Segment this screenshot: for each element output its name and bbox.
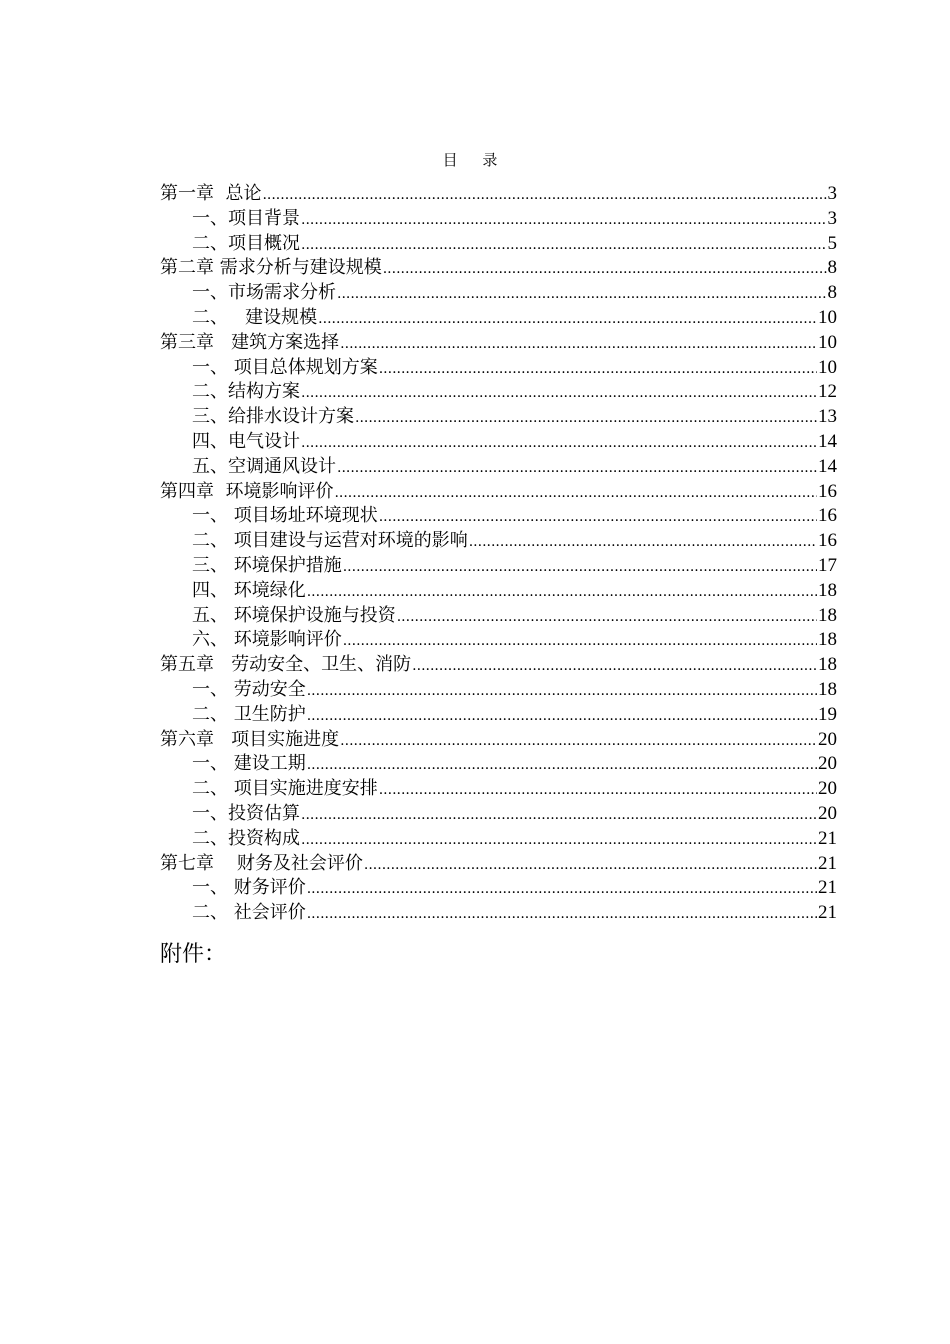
toc-section-row[interactable] bbox=[160, 802, 837, 827]
toc-dot-leader bbox=[343, 555, 817, 580]
toc-section-row[interactable] bbox=[160, 281, 837, 306]
toc-dot-leader bbox=[337, 456, 817, 481]
toc-section-row[interactable] bbox=[160, 678, 837, 703]
toc-dot-leader bbox=[343, 629, 817, 654]
toc-dot-leader bbox=[355, 406, 817, 431]
toc-entry-label: 第三章 建筑方案选择 bbox=[160, 331, 340, 353]
toc-section-row[interactable] bbox=[160, 405, 837, 430]
toc-section-row[interactable] bbox=[160, 380, 837, 405]
toc-section-row[interactable] bbox=[160, 306, 837, 331]
toc-section-row[interactable] bbox=[160, 876, 837, 901]
toc-entry-label: 二、 项目建设与运营对环境的影响 bbox=[192, 530, 468, 552]
toc-section-row[interactable] bbox=[160, 752, 837, 777]
toc-chapter-row[interactable] bbox=[160, 653, 837, 678]
toc-dot-leader bbox=[301, 208, 827, 233]
toc-entry-page-number: 3 bbox=[827, 207, 837, 229]
toc-section-row[interactable] bbox=[160, 207, 837, 232]
toc-chapter-row[interactable] bbox=[160, 182, 837, 207]
toc-entry-page-number: 10 bbox=[818, 356, 837, 378]
toc-entry-label: 一、 建设工期 bbox=[192, 753, 306, 775]
toc-section-row[interactable] bbox=[160, 529, 837, 554]
toc-dot-leader bbox=[469, 530, 817, 555]
toc-entry-label: 四、电气设计 bbox=[192, 430, 300, 452]
toc-entry-page-number: 18 bbox=[818, 629, 837, 651]
toc-section-row[interactable] bbox=[160, 504, 837, 529]
toc-section-row[interactable] bbox=[160, 901, 837, 926]
toc-entry-label: 二、 社会评价 bbox=[192, 902, 306, 924]
toc-entry-label: 一、项目背景 bbox=[192, 207, 300, 229]
toc-section-row[interactable] bbox=[160, 430, 837, 455]
toc-entry-page-number: 8 bbox=[827, 257, 837, 279]
toc-section-row[interactable] bbox=[160, 455, 837, 480]
toc-entry-label: 二、 卫生防护 bbox=[192, 703, 306, 725]
toc-entry-page-number: 21 bbox=[818, 852, 837, 874]
toc-entry-label: 二、 建设规模 bbox=[192, 306, 318, 328]
toc-entry-page-number: 20 bbox=[818, 728, 837, 750]
toc-chapter-row[interactable] bbox=[160, 728, 837, 753]
toc-dot-leader bbox=[397, 605, 817, 630]
toc-entry-page-number: 3 bbox=[827, 183, 837, 204]
toc-dot-leader bbox=[301, 828, 817, 853]
toc-entry-label: 一、 项目场址环境现状 bbox=[192, 505, 378, 527]
toc-dot-leader bbox=[301, 803, 817, 828]
toc-entry-page-number: 21 bbox=[818, 877, 837, 899]
toc-dot-leader bbox=[301, 233, 827, 258]
toc-chapter-row[interactable] bbox=[160, 331, 837, 356]
toc-entry-page-number: 18 bbox=[818, 579, 837, 601]
toc-entry-label: 一、 财务评价 bbox=[192, 877, 306, 899]
toc-dot-leader bbox=[307, 902, 817, 927]
appendix-label: 附件： bbox=[160, 942, 227, 967]
toc-entry-page-number: 20 bbox=[818, 753, 837, 775]
toc-entry-page-number: 16 bbox=[818, 480, 837, 502]
toc-entry-page-number: 20 bbox=[818, 778, 837, 800]
toc-entry-label: 四、 环境绿化 bbox=[192, 579, 306, 601]
toc-entry-page-number: 21 bbox=[818, 902, 837, 924]
toc-entry-label: 第六章 项目实施进度 bbox=[160, 728, 340, 750]
toc-entry-page-number: 14 bbox=[818, 455, 837, 477]
toc-dot-leader bbox=[307, 704, 817, 729]
toc-entry-label: 第七章 财务及社会评价 bbox=[160, 852, 363, 874]
toc-dot-leader bbox=[318, 307, 817, 332]
toc-entry-page-number: 18 bbox=[818, 654, 837, 676]
toc-entry-label: 五、空调通风设计 bbox=[192, 455, 336, 477]
toc-entry-label: 二、 项目实施进度安排 bbox=[192, 778, 378, 800]
toc-entry-label: 六、 环境影响评价 bbox=[192, 629, 342, 651]
toc-entry-page-number: 5 bbox=[827, 232, 837, 254]
toc-entry-page-number: 18 bbox=[818, 604, 837, 626]
toc-entry-label: 二、投资构成 bbox=[192, 827, 300, 849]
toc-section-row[interactable] bbox=[160, 777, 837, 802]
toc-entry-page-number: 10 bbox=[818, 306, 837, 328]
toc-dot-leader bbox=[379, 357, 817, 382]
toc-entry-page-number: 19 bbox=[818, 703, 837, 725]
toc-entry-label: 第五章 劳动安全、卫生、消防 bbox=[160, 654, 412, 676]
toc-entry-page-number: 16 bbox=[818, 530, 837, 552]
toc-entry-page-number: 16 bbox=[818, 505, 837, 527]
toc-entry-page-number: 8 bbox=[827, 282, 837, 304]
toc-dot-leader bbox=[337, 282, 827, 307]
toc-section-row[interactable] bbox=[160, 232, 837, 257]
toc-section-row[interactable] bbox=[160, 628, 837, 653]
toc-entry-label: 第二章 需求分析与建设规模 bbox=[160, 257, 382, 279]
toc-dot-leader bbox=[307, 877, 817, 902]
toc-entry-page-number: 12 bbox=[818, 381, 837, 403]
toc-dot-leader bbox=[334, 481, 817, 506]
toc-section-row[interactable] bbox=[160, 703, 837, 728]
toc-entry-label: 二、结构方案 bbox=[192, 381, 300, 403]
toc-chapter-row[interactable] bbox=[160, 852, 837, 877]
toc-entry-label: 五、 环境保护设施与投资 bbox=[192, 604, 396, 626]
toc-entry-label: 第一章 总论 bbox=[160, 183, 262, 204]
toc-entry-page-number: 20 bbox=[818, 802, 837, 824]
toc-dot-leader bbox=[307, 580, 817, 605]
toc-entry-label: 第四章 环境影响评价 bbox=[160, 480, 334, 502]
toc-section-row[interactable] bbox=[160, 554, 837, 579]
toc-entry-page-number: 13 bbox=[818, 406, 837, 428]
toc-dot-leader bbox=[412, 654, 817, 679]
toc-dot-leader bbox=[307, 679, 817, 704]
toc-entry-page-number: 17 bbox=[818, 554, 837, 576]
toc-dot-leader bbox=[301, 381, 817, 406]
toc-chapter-row[interactable] bbox=[160, 256, 837, 281]
toc-entry-label: 一、投资估算 bbox=[192, 802, 300, 824]
toc-dot-leader bbox=[340, 729, 817, 754]
toc-dot-leader bbox=[364, 853, 817, 878]
toc-entry-page-number: 21 bbox=[818, 827, 837, 849]
toc-entry-label: 一、 项目总体规划方案 bbox=[192, 356, 378, 378]
toc-entry-label: 三、给排水设计方案 bbox=[192, 406, 354, 428]
toc-section-row[interactable] bbox=[160, 579, 837, 604]
toc-entry-page-number: 14 bbox=[818, 430, 837, 452]
toc-dot-leader bbox=[383, 257, 827, 282]
toc-dot-leader bbox=[307, 753, 817, 778]
table-of-contents bbox=[160, 182, 837, 926]
toc-dot-leader bbox=[262, 183, 826, 208]
toc-entry-page-number: 18 bbox=[818, 678, 837, 700]
toc-dot-leader bbox=[340, 332, 817, 357]
toc-section-row[interactable] bbox=[160, 356, 837, 381]
toc-entry-label: 一、 劳动安全 bbox=[192, 678, 306, 700]
toc-chapter-row[interactable] bbox=[160, 480, 837, 505]
toc-dot-leader bbox=[379, 505, 817, 530]
toc-dot-leader bbox=[379, 778, 817, 803]
toc-entry-label: 三、 环境保护措施 bbox=[192, 554, 342, 576]
toc-entry-label: 二、项目概况 bbox=[192, 232, 300, 254]
toc-entry-label: 一、市场需求分析 bbox=[192, 282, 336, 304]
toc-title: 目 录 bbox=[442, 151, 508, 169]
toc-section-row[interactable] bbox=[160, 604, 837, 629]
toc-section-row[interactable] bbox=[160, 827, 837, 852]
toc-entry-page-number: 10 bbox=[818, 331, 837, 353]
toc-dot-leader bbox=[301, 431, 817, 456]
